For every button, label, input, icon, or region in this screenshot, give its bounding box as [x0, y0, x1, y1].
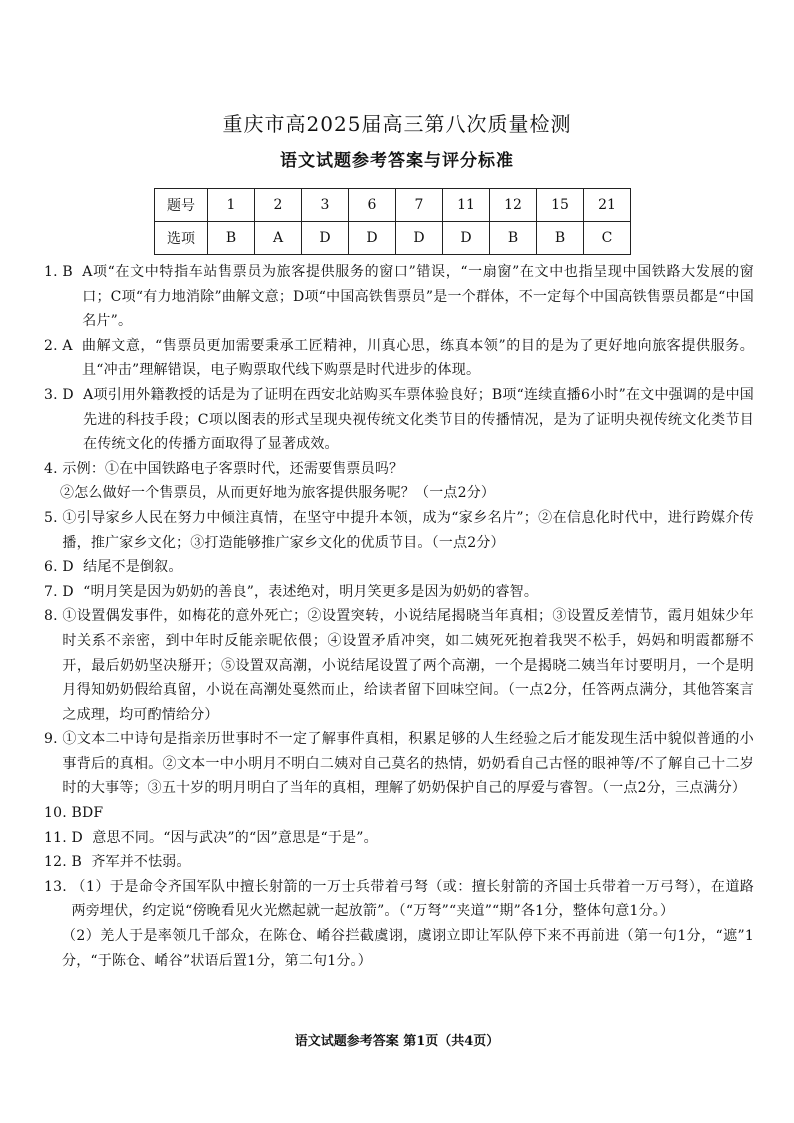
answer-text: “明月笑是因为奶奶的善良”，表述绝对，明月笑更多是因为奶奶的睿智。 [83, 583, 539, 600]
answer-number: 1. B [44, 264, 83, 280]
question-number-cell: 12 [490, 189, 537, 222]
question-number-cell: 2 [255, 189, 302, 222]
answer-text: ①设置偶发事件，如梅花的意外死亡；②设置突转，小说结尾揭晓当年真相；③设置反差情节，霞月姐妹少年时关系不亲密，到中年时反能亲昵依偎；④设置矛盾冲突，如二姨死死抱着我哭不松手，妈妈和明霞都掰不开，最后奶奶坚决掰开；⑤设置双高潮，小说结尾设置了两个高潮，一个是揭晓二姨当年讨要明月，一个是明月得知奶奶假给真留，小说在高潮处戛然而止，给读者留下回味空间。（一点2分，任答两点满分，其他答案言之成理，均可酌情给分） [62, 608, 754, 723]
answer-item [44, 383, 754, 457]
answer-text: 意思不同。“因与武决”的“因”意思是“于是”。 [92, 829, 378, 846]
answer-text: A项“在文中特指车站售票员为旅客提供服务的窗口”错误，“一扇窗”在文中也指呈现中国铁路大发展的窗口；C项“有力地消除”曲解文意；D项“中国高铁售票员”是一个群体，不一定每个中国高铁售票员都是“中国名片”。 [82, 264, 754, 330]
answer-item [44, 604, 754, 727]
page-subtitle: 语文试题参考答案与评分标准 [280, 151, 514, 171]
answer-item [44, 260, 754, 334]
option-cell: B [537, 222, 584, 255]
answer-number: 8. [44, 608, 63, 625]
answer-item [44, 506, 754, 555]
answer-text: （1）于是命令齐国军队中擅长射箭的一万士兵带着弓弩（或：擅长射箭的齐国士兵带着一万弓弩），在道路两旁埋伏，约定说“傍晚看见火光燃起就一起放箭”。（“万弩”“夹道”“期”各1分，整体句意1分。） [71, 878, 754, 920]
option-cell: D [349, 222, 396, 255]
answer-number: 6. D [44, 559, 84, 576]
question-number-cell: 21 [584, 189, 631, 222]
answer-text: 示例：①在中国铁路电子客票时代，还需要售票员吗？ [62, 460, 404, 477]
option-cell: D [443, 222, 490, 255]
question-number-cell: 1 [208, 189, 255, 222]
answer-item [44, 801, 754, 826]
page-footer: 语文试题参考答案 第1页（共4页） [294, 1034, 500, 1049]
option-cell: B [490, 222, 537, 255]
answer-number: 13. [44, 878, 72, 895]
answer-number: 10. BDF [44, 805, 104, 822]
answer-number: 7. D [44, 583, 84, 600]
answer-text: ①文本二中诗句是指亲历世事时不一定了解事件真相，积累足够的人生经验之后才能发现生活中貌似普通的小事背后的真相。②文本一中小明月不明白二姨对自己莫名的热情，奶奶看自己古怪的眼神等/不了解自己十二岁时的大事等；③五十岁的明月明白了当年的真相，理解了奶奶保护自己的厚爱与睿智。（一点2分，三点满分） [62, 731, 754, 797]
answer-item [44, 555, 754, 580]
question-number-cell: 15 [537, 189, 584, 222]
answer-number: 3. D [44, 386, 84, 403]
question-number-cell: 3 [302, 189, 349, 222]
answer-text: ②怎么做好一个售票员，从而更好地为旅客提供服务呢？（一点2分） [60, 485, 496, 502]
answer-item-continued [44, 481, 754, 506]
answer-text: 齐军并不怯弱。 [91, 854, 191, 871]
option-row [155, 222, 631, 255]
question-number-cell: 6 [349, 189, 396, 222]
question-number-cell: 11 [443, 189, 490, 222]
answer-text: ①引导家乡人民在努力中倾注真情，在坚守中提升本领，成为“家乡名片”；②在信息化时代中，进行跨媒介传播，推广家乡文化；③打造能够推广家乡文化的优质节目。（一点2分） [62, 509, 754, 551]
answer-text: （2）羌人于是率领几千部众，在陈仓、崤谷拦截虞诩，虞诩立即让军队停下来不再前进（第一句1分，“遮”1分，“于陈仓、崤谷”状语后置1分，第二句1分。） [62, 928, 754, 969]
answer-item-subpart [44, 924, 754, 973]
answer-item [44, 850, 754, 875]
option-cell: B [208, 222, 255, 255]
answer-item [44, 457, 754, 482]
answer-item [44, 580, 754, 605]
answer-number: 4. [44, 460, 63, 477]
question-number-row [155, 189, 631, 222]
answer-text: 结尾不是倒叙。 [83, 559, 183, 576]
question-number-label: 题号 [155, 189, 208, 222]
option-cell: A [255, 222, 302, 255]
answer-item [44, 875, 754, 924]
answer-item [44, 826, 754, 851]
option-cell: D [396, 222, 443, 255]
answer-key-table [154, 188, 631, 255]
answer-text: A项引用外籍教授的话是为了证明在西安北站购买车票体验良好；B项“连续直播6小时”在文中强调的是中国先进的科技手段；C项以图表的形式呈现央视传统文化类节目的传播情况，是为了证明央视传统文化类节目在传统文化的传播方面取得了显著成效。 [83, 386, 754, 453]
answer-number: 2. A [44, 337, 83, 354]
answer-list [44, 260, 754, 973]
option-label: 选项 [155, 222, 208, 255]
answer-item [44, 727, 754, 801]
answer-number: 11. D [44, 829, 93, 846]
answer-number: 9. [44, 731, 63, 748]
answer-text: 曲解文意，“售票员更加需要秉承工匠精神，川真心思，练真本领”的目的是为了更好地向旅客提供服务。且“冲击”理解错误，电子购票取代线下购票是时代进步的体现。 [82, 337, 754, 379]
answer-item [44, 334, 754, 383]
answer-text [103, 801, 754, 826]
answer-number: 5. [44, 509, 63, 526]
option-cell: D [302, 222, 349, 255]
answer-number: 12. B [44, 854, 92, 871]
page-title: 重庆市高2025届高三第八次质量检测 [222, 112, 572, 136]
option-cell: C [584, 222, 631, 255]
question-number-cell: 7 [396, 189, 443, 222]
